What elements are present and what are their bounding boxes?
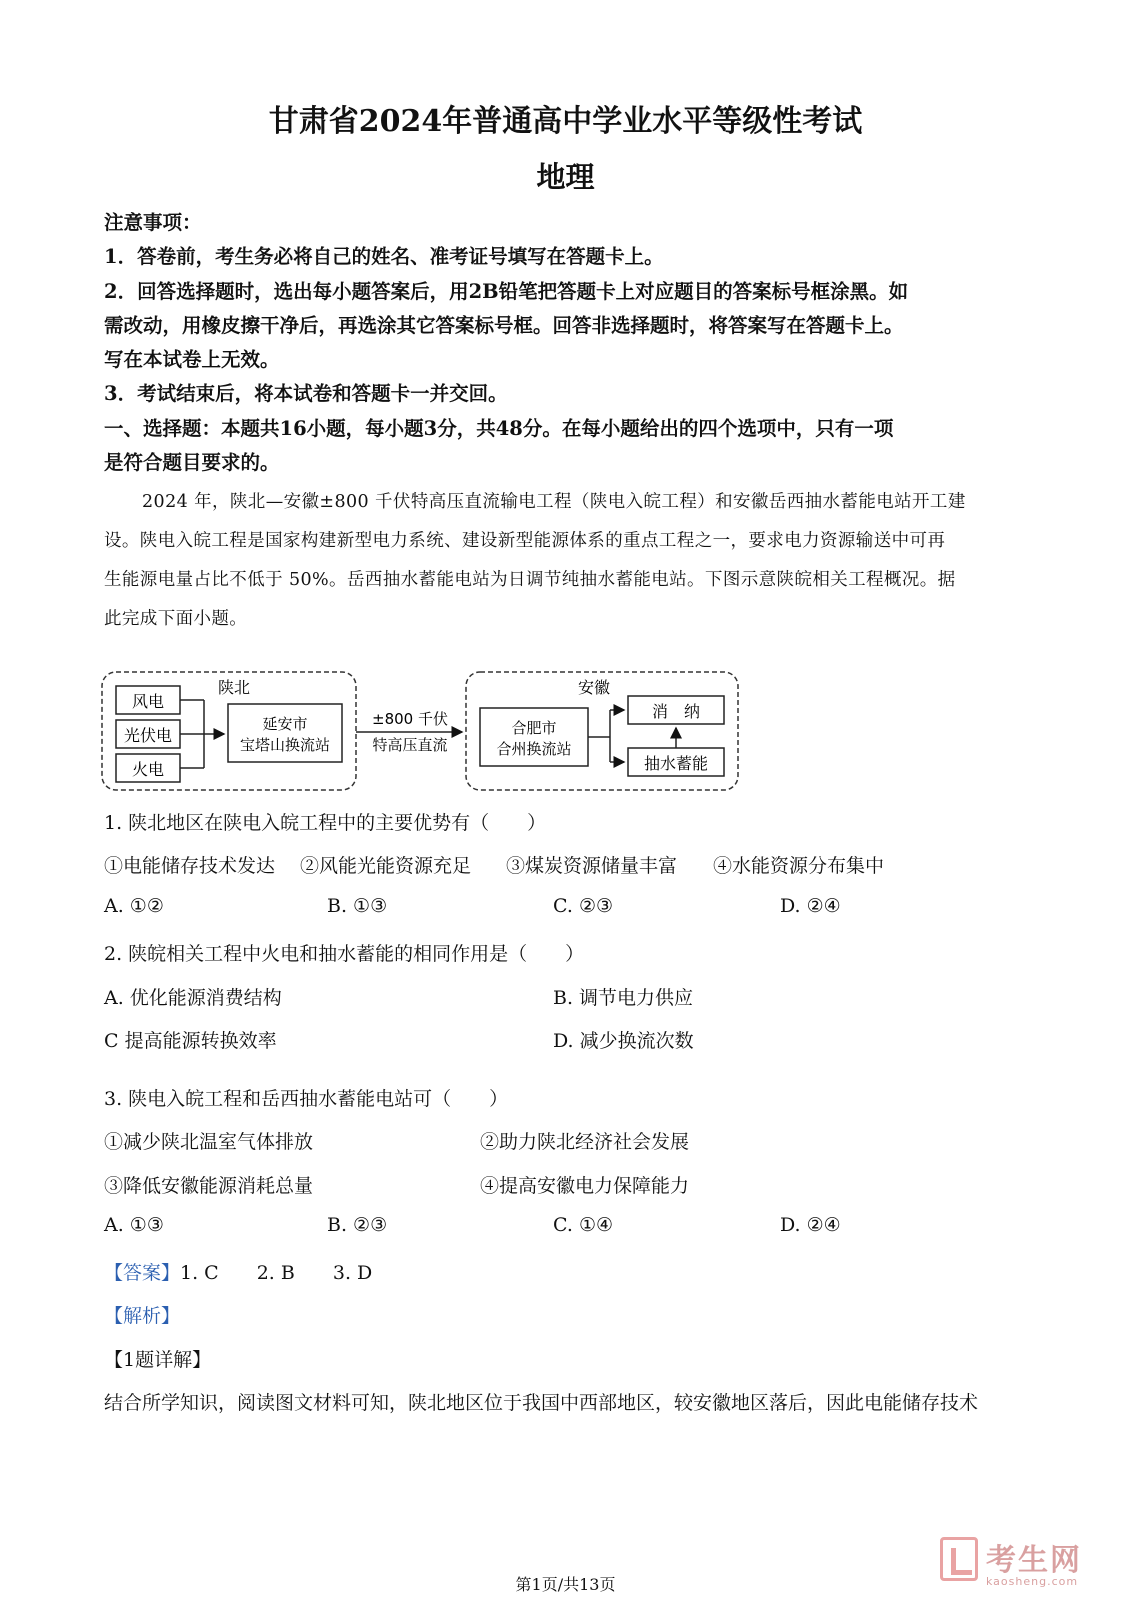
pumped-storage-label: 抽水蓄能 [643,754,709,773]
q1-statement: ②风能光能资源充足 [300,855,472,877]
kaosheng-logo [940,1535,1110,1595]
detail-text: 结合所学知识，阅读图文材料可知，陕北地区位于我国中西部地区，较安徽地区落后，因此电能储存技术 [104,1392,979,1414]
detail-label: 【1题详解】 [104,1349,212,1371]
note-line: 写在本试卷上无效。 [104,348,280,371]
material-paragraph [104,483,1034,639]
uhv-link-label-1: ±800 千伏 [372,710,448,728]
baotashan-station-line1: 延安市 [262,715,308,733]
note-line: 3．考试结束后，将本试卷和答题卡一并交回。 [104,382,508,405]
q2-option-a: A. 优化能源消费结构 [104,987,282,1009]
q3-statement: ②助力陕北经济社会发展 [480,1131,690,1153]
answer-line [104,1258,372,1285]
pv-power-label: 光伏电 [123,726,173,745]
section-heading: 是符合题目要求的。 [104,451,280,474]
q2-option-d: D. 减少换流次数 [553,1030,694,1052]
q3-option-a: A. ①③ [104,1214,164,1236]
logo-subtext: kaosheng.com [986,1575,1079,1588]
q1-statement: ④水能资源分布集中 [713,855,885,877]
answer-label: 【答案】 [104,1262,181,1284]
subject-title: 地理 [536,160,595,194]
logo-mark-icon [940,1537,978,1581]
q3-option-b: B. ②③ [327,1214,388,1236]
q2-option-b: B. 调节电力供应 [553,987,694,1009]
wind-power-label: 风电 [131,692,165,711]
q1-statement: ③煤炭资源储量丰富 [506,855,678,877]
answer-values: 1. C 2. B 3. D [180,1262,373,1284]
power-transmission-diagram [100,670,750,795]
material-line: 此完成下面小题。 [104,609,248,629]
logo-text: 考生网 [986,1543,1082,1578]
anhui-label: 安徽 [577,678,611,697]
page-footer: 第1页/共13页 [515,1575,616,1594]
shaanbei-label: 陕北 [217,678,251,697]
consumption-label: 消 纳 [651,702,701,721]
thermal-power-label: 火电 [131,760,165,779]
q1-option-b: B. ①③ [327,895,388,917]
q1-option-a: A. ①② [104,895,164,917]
material-line: 生能源电量占比不低于 50%。岳西抽水蓄能电站为日调节纯抽水蓄能电站。下图示意陕皖相关工程概况。据 [104,570,956,590]
note-line: 需改动，用橡皮擦干净后，再选涂其它答案标号框。回答非选择题时，将答案写在答题卡上。 [104,314,904,337]
notes-heading: 注意事项： [104,211,202,234]
q3-option-c: C. ①④ [553,1214,614,1236]
question-1-stem: 1. 陕北地区在陕电入皖工程中的主要优势有（ ） [104,812,547,834]
analysis-label: 【解析】 [104,1305,181,1327]
q3-statement: ①减少陕北温室气体排放 [104,1131,314,1153]
hezhou-station-line1: 合肥市 [511,719,557,737]
note-line: 2．回答选择题时，选出每小题答案后，用2B铅笔把答题卡上对应题目的答案标号框涂黑。如 [104,280,909,303]
q1-statement: ①电能储存技术发达 [104,855,276,877]
baotashan-station-line2: 宝塔山换流站 [239,736,331,754]
q3-statement: ④提高安徽电力保障能力 [480,1175,690,1197]
exam-title: 甘肃省2024年普通高中学业水平等级性考试 [268,104,863,139]
q2-option-c: C 提高能源转换效率 [104,1030,277,1052]
question-2-stem: 2. 陕皖相关工程中火电和抽水蓄能的相同作用是（ ） [104,943,585,965]
hezhou-station-line2: 合州换流站 [496,740,572,758]
section-heading: 一、选择题：本题共16小题，每小题3分，共48分。在每小题给出的四个选项中，只有一项 [104,417,894,440]
material-line: 设。陕电入皖工程是国家构建新型电力系统、建设新型能源体系的重点工程之一，要求电力资源输送中可再 [104,531,946,551]
material-line: 2024 年，陕北—安徽±800 千伏特高压直流输电工程（陕电入皖工程）和安徽岳西抽水蓄能电站开工建 [142,492,966,512]
note-line: 1．答卷前，考生务必将自己的姓名、准考证号填写在答题卡上。 [104,245,664,268]
q1-option-d: D. ②④ [780,895,841,917]
question-3-stem: 3. 陕电入皖工程和岳西抽水蓄能电站可（ ） [104,1088,509,1110]
q1-option-c: C. ②③ [553,895,614,917]
q3-option-d: D. ②④ [780,1214,841,1236]
q3-statement: ③降低安徽能源消耗总量 [104,1175,314,1197]
uhv-link-label-2: 特高压直流 [372,736,448,754]
